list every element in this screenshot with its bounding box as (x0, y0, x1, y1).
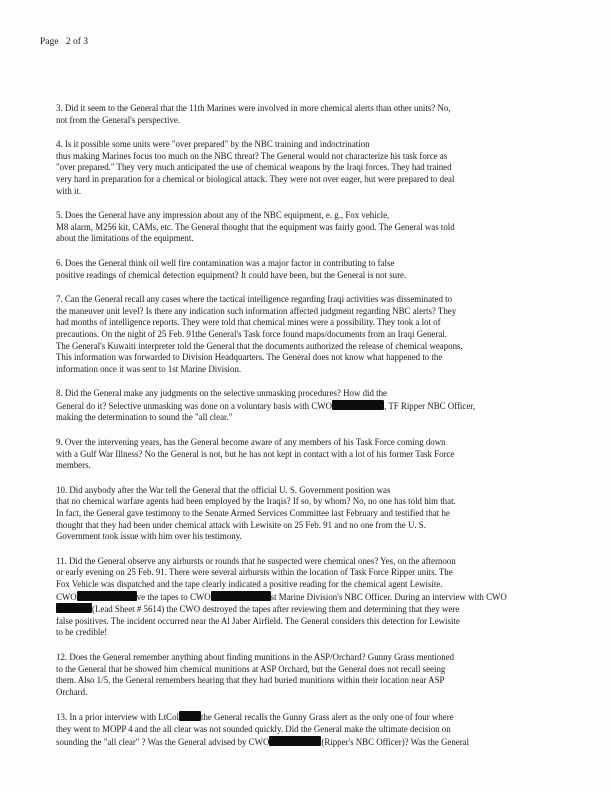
text-segment: ve the tapes to CWO (136, 591, 211, 602)
page-number: 2 of 3 (65, 37, 89, 47)
text-line (56, 270, 556, 282)
text-segment: 5. Does the General have any impression about any of the NBC equipment, e. g., Fox vehicle, (56, 210, 390, 221)
redaction-block (211, 591, 271, 601)
text-line (56, 627, 556, 639)
question-paragraph (56, 210, 556, 245)
text-line (56, 364, 556, 376)
text-segment: thus making Marines focus too much on the NBC threat? The General would not characterize his task force as (56, 150, 448, 161)
question-paragraph (56, 711, 556, 748)
text-segment: 3. Did it seem to the General that the 11th Marines were involved in more chemical alerts than other units? No, (56, 103, 451, 113)
text-segment: 8. Did the General make any judgments on the selective unmasking procedures? How did the (56, 388, 387, 399)
text-line (56, 210, 556, 222)
text-line (56, 711, 556, 724)
question-paragraph (56, 437, 556, 472)
text-segment: they went to MOPP 4 and the all clear was not sounded quickly. Did the General make the ultimate decision on (56, 723, 451, 734)
text-line (56, 460, 556, 472)
text-line (56, 664, 556, 676)
question-paragraph (56, 652, 556, 698)
text-line (56, 151, 556, 163)
text-segment: the maneuver unit level? Is there any indication such information affected judgment regarding NBC alerts? They (56, 305, 457, 316)
text-line (56, 400, 556, 413)
text-segment: 7. Can the General recall any cases where the tactical intelligence regarding Iraqi activities was disseminated to (56, 294, 453, 305)
text-segment: (Ripper's NBC Officer)? Was the General (321, 736, 470, 747)
text-line (56, 174, 556, 186)
text-line (56, 736, 556, 749)
text-segment: making the determination to sound the "all clear." (56, 412, 233, 423)
text-segment: the General recalls the Gunny Grass alert as the only one of four where (201, 712, 454, 723)
text-line (56, 567, 556, 579)
text-segment: General do it? Selective unmasking was done on a voluntary basis with CWO (56, 400, 333, 411)
text-segment: 4. Is it possible some units were "over prepared" by the NBC training and indoctrination (56, 139, 370, 150)
text-line (56, 531, 556, 543)
redaction-block (269, 736, 321, 746)
text-line (56, 437, 556, 449)
text-segment: , TF Ripper NBC Officer, (384, 400, 476, 411)
redaction-block (56, 603, 92, 613)
text-segment: 12. Does the General remember anything about finding munitions in the ASP/Orchard? Gunny Grass mentioned (56, 651, 455, 662)
text-line (56, 139, 556, 151)
text-segment: 13. In a prior interview with LtCol (56, 712, 179, 723)
page-header (40, 37, 93, 47)
question-paragraph (56, 139, 556, 197)
text-line (56, 579, 556, 591)
text-segment: very hard in preparation for a chemical or biological attack. They were not over eager, but were prepared to deal (56, 173, 455, 184)
text-line (56, 162, 556, 174)
text-line (56, 412, 556, 424)
text-line (56, 341, 556, 353)
question-paragraph (56, 103, 556, 126)
text-line (56, 675, 556, 687)
text-line (56, 616, 556, 628)
text-line (56, 652, 556, 664)
text-line (56, 222, 556, 234)
document-body (56, 103, 556, 761)
text-segment: to be credible! (56, 627, 108, 638)
text-segment: Government took issue with him over his testimony. (56, 531, 242, 542)
text-segment: with a Gulf War Illness? No the General is not, but he has not kept in contact with a lot of his former Task Force (56, 448, 455, 459)
text-line (56, 317, 556, 329)
text-line (56, 329, 556, 341)
text-line (56, 352, 556, 364)
text-line (56, 388, 556, 400)
question-paragraph (56, 294, 556, 375)
text-line (56, 496, 556, 508)
text-line (56, 520, 556, 532)
text-segment: (Lead Sheet # 5614) the CWO destroyed the tapes after reviewing them and determining that they were (92, 604, 460, 615)
redaction-block (179, 711, 201, 721)
redaction-block (77, 591, 137, 601)
text-segment: to the General that he showed him chemical munitions at ASP Orchard, but the General does not recall seeing (56, 663, 446, 674)
text-line (56, 306, 556, 318)
text-segment: that no chemical warfare agents had been employed by the Iraqis? If so, by whom? No, no one has told him that. (56, 496, 456, 507)
text-segment: 9. Over the intervening years, has the General become aware of any members of his Task Force coming down (56, 437, 446, 448)
text-line (56, 591, 556, 604)
text-line (56, 687, 556, 699)
text-segment: had months of intelligence reports. They were told that chemical mines were a possibility. They took a lot of (56, 317, 441, 328)
text-segment: In fact, the General gave testimony to the Senate Armed Services Committee last February and testified that he (56, 508, 450, 519)
page-label: Page (40, 37, 59, 47)
text-segment: The General's Kuwaiti interpreter told the General that the documents authorized the release of chemical weapons. (56, 340, 463, 351)
text-segment: precautions. On the night of 25 Feb. 91the General's Task force found maps/documents from an Iraqi General. (56, 328, 447, 339)
text-segment: st Marine Division's NBC Officer. During an interview with CWO (270, 591, 507, 602)
text-line (56, 186, 556, 198)
text-line (56, 233, 556, 245)
text-segment: not from the General's perspective. (56, 114, 181, 125)
text-line (56, 556, 556, 568)
text-segment: 6. Does the General think oil well fire contamination was a major factor in contributing to false (56, 257, 395, 268)
text-line (56, 115, 556, 127)
text-segment: positive readings of chemical detection equipment? It could have been, but the General is not sure. (56, 269, 407, 280)
text-segment: 10. Did anybody after the War tell the General that the official U. S. Government position was (56, 484, 391, 495)
text-segment: This information was forwarded to Division Headquarters. The General does not know what happened to the (56, 352, 443, 363)
redaction-block (332, 400, 384, 410)
text-line (56, 449, 556, 461)
text-line (56, 103, 556, 115)
question-paragraph (56, 485, 556, 543)
text-segment: false positives. The incident occurred near the Al Jaber Airfield. The General considers this detection for Lewisite (56, 615, 460, 626)
text-segment: Orchard. (56, 686, 88, 697)
text-line (56, 294, 556, 306)
text-segment: sounding the "all clear" ? Was the General advised by CWO (56, 736, 270, 747)
text-segment: "over prepared." They very much anticipated the use of chemical weapons by the Iraqi forces. They had trained (56, 162, 452, 173)
question-paragraph (56, 388, 556, 424)
question-paragraph (56, 258, 556, 281)
text-line (56, 258, 556, 270)
text-line (56, 724, 556, 736)
text-segment: members. (56, 460, 91, 471)
text-segment: CWO (56, 591, 77, 602)
text-segment: information once it was sent to 1st Marine Division. (56, 363, 242, 374)
text-line (56, 508, 556, 520)
text-segment: with it. (56, 185, 82, 196)
text-segment: or early evening on 25 Feb. 91. There were several airbursts within the location of Task Force Ripper units. The (56, 567, 453, 578)
text-segment: M8 alarm, M256 kit, CAMs, etc. The General thought that the equipment was fairly good. The General was told (56, 221, 455, 232)
text-segment: about the limitations of the equipment. (56, 233, 194, 244)
text-line (56, 485, 556, 497)
text-line (56, 603, 556, 616)
text-segment: them. Also 1/5, the General remembers hearing that they had buried munitions within their location near ASP (56, 675, 445, 686)
question-paragraph (56, 556, 556, 639)
text-segment: 11. Did the General observe any airbursts or rounds that he suspected were chemical ones? Yes, on the afternoon (56, 555, 456, 566)
text-segment: Fox Vehicle was dispatched and the tape clearly indicated a positive reading for the chemical agent Lewisite. (56, 579, 443, 589)
text-segment: thought that they had been under chemical attack with Lewisite on 25 Feb. 91 and no one from the U. S. (56, 519, 426, 530)
